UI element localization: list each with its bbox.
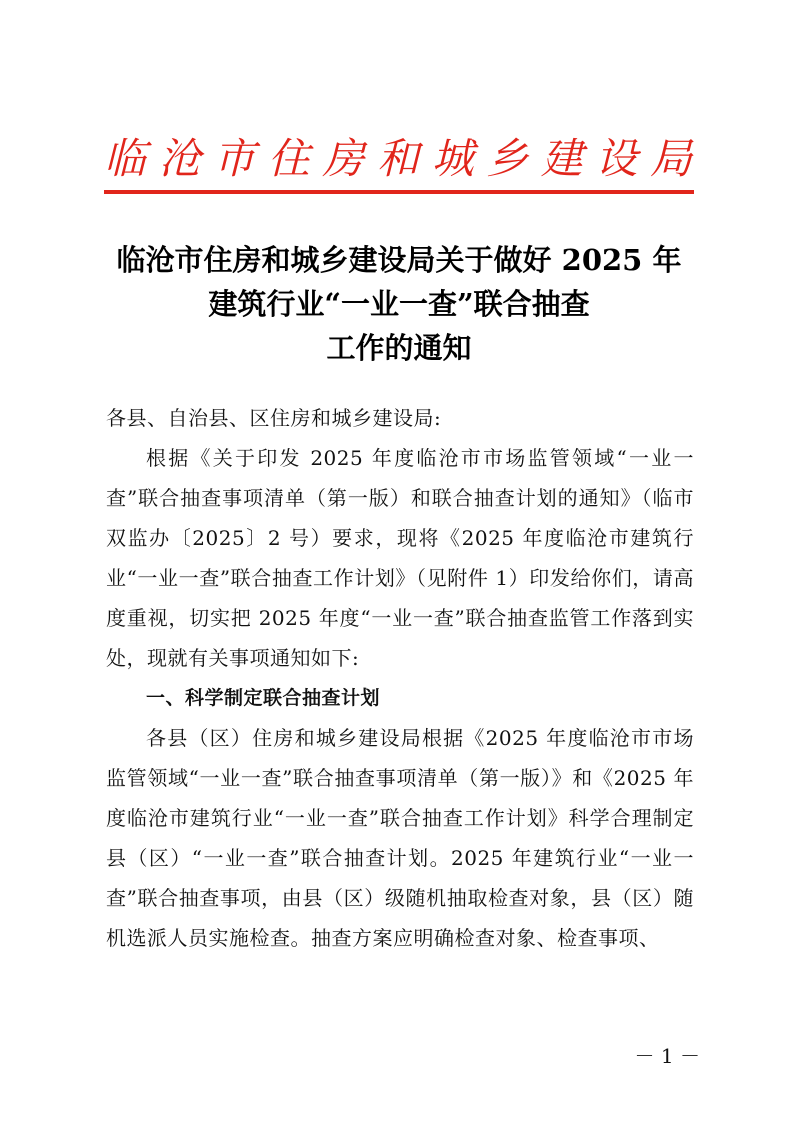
letterhead-org-name: 临沧市住房和城乡建设局 bbox=[104, 134, 692, 183]
document-body bbox=[106, 398, 694, 958]
page-number: － 1 － bbox=[634, 1044, 700, 1068]
title-line-3: 工作的通知 bbox=[326, 331, 472, 365]
paragraph-intro: 根据《关于印发 2025 年度临沧市市场监管领域“一业一查”联合抽查事项清单（第一版）和联合抽查计划的通知》（临市双监办〔2025〕2 号）要求，现将《2025 年度临沧市建筑行业“一业一查”联合抽查工作计划》（见附件 1）印发给你们，请高度重视，切实把 2025 年度“一业一查”联合抽查监管工作落到实处，现就有关事项通知如下: bbox=[106, 446, 694, 670]
letterhead-red-rule bbox=[104, 190, 694, 194]
title-line-2: 建筑行业“一业一查”联合抽查 bbox=[208, 287, 590, 321]
title-line-1: 临沧市住房和城乡建设局关于做好 2025 年 bbox=[116, 243, 682, 277]
section-heading-1: 一、科学制定联合抽查计划 bbox=[146, 687, 381, 709]
salutation: 各县、自治县、区住房和城乡建设局: bbox=[106, 406, 442, 430]
paragraph-section-1: 各县（区）住房和城乡建设局根据《2025 年度临沧市市场监管领域“一业一查”联合抽查事项清单（第一版）》和《2025 年度临沧市建筑行业“一业一查”联合抽查工作计划》科学合理制定县（区）“一业一查”联合抽查计划。2025 年建筑行业“一业一查”联合抽查事项，由县（区）级随机抽取检查对象，县（区）随机选派人员实施检查。抽查方案应明确检查对象、检查事项、 bbox=[106, 726, 694, 950]
document-title bbox=[104, 238, 694, 370]
